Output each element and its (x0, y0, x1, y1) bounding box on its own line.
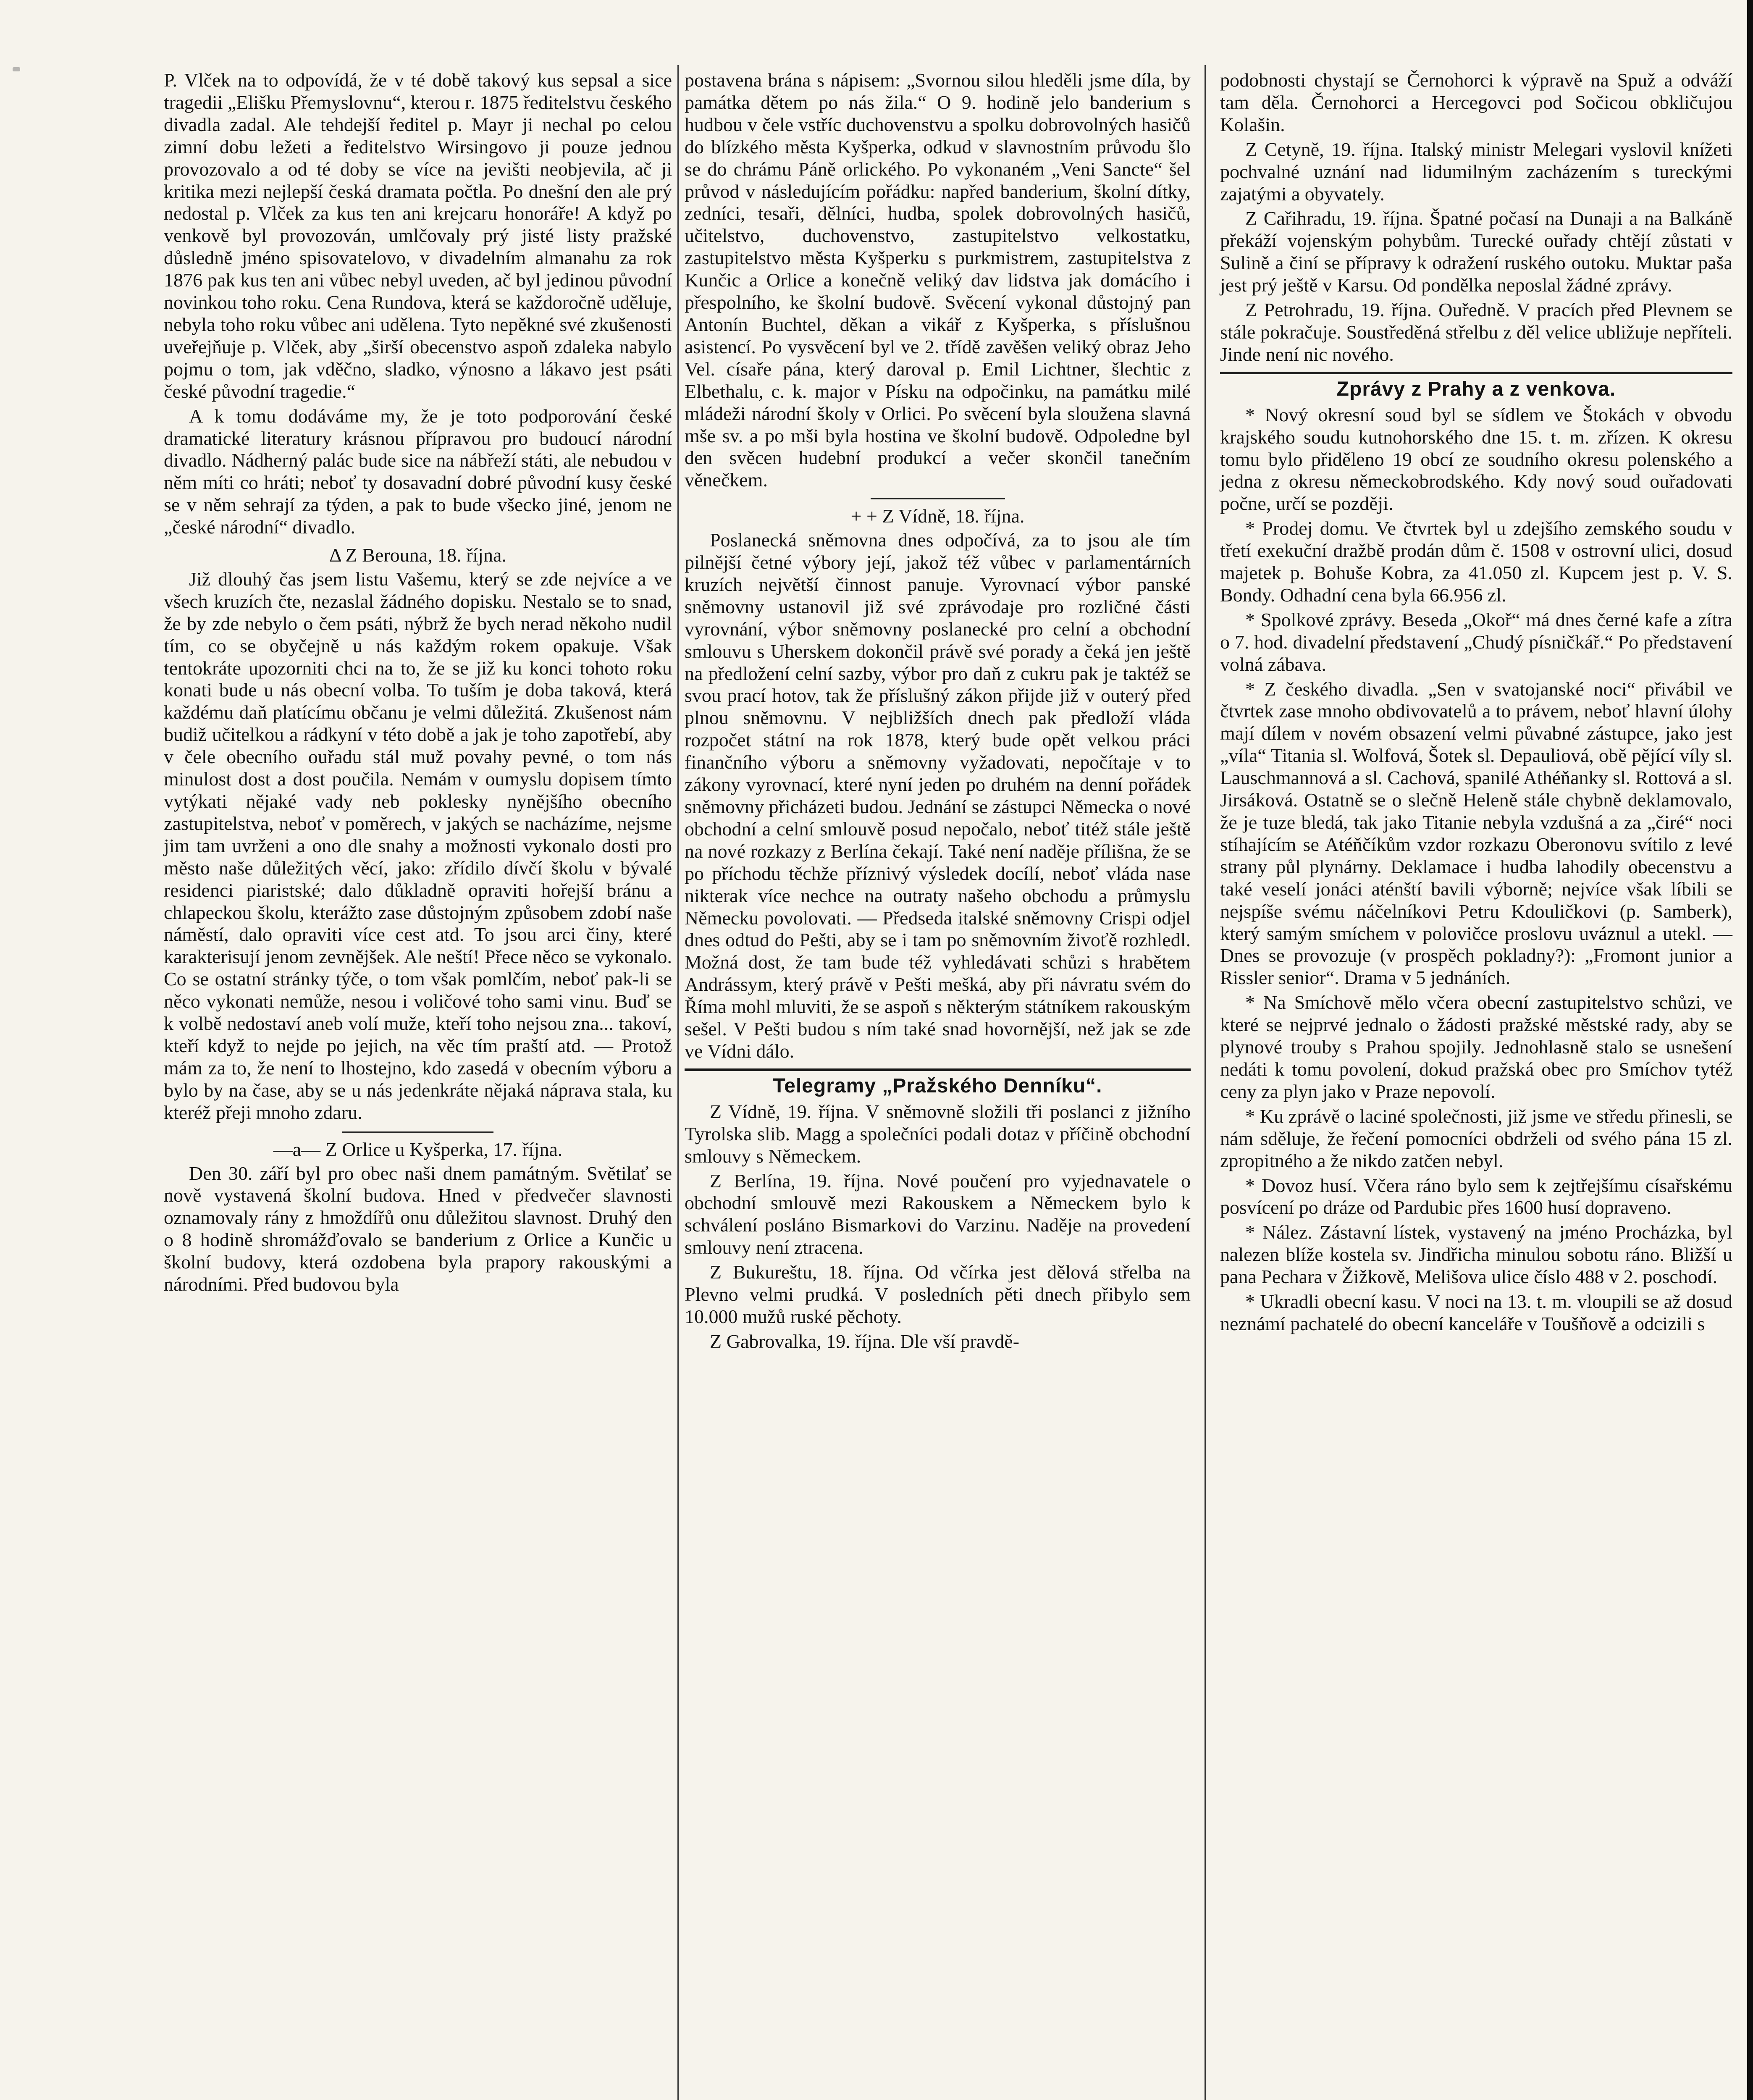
telegram-continued: podobnosti chystají se Černohorci k výpravě na Spuž a odváží tam děla. Černohorci a Hercegovci pod Sočicou obkličujou Kolašin. (1220, 69, 1732, 135)
telegram-vienna: Z Vídně, 19. října. V sněmovně složili tři poslanci z jižního Tyrolska slib. Magg a společníci podali dotaz v příčině obchodní smlouvy s Německem. (685, 1100, 1191, 1167)
article-vienna-text: Poslanecká sněmovna dnes odpočívá, za to jsou ale tím pilnější četné výbory její, jakož též vůbec v parlamentárních kruzích největší činnost panuje. Vyrovnací výbor panské sněmovny ustanovil již své zprávodaje pro rozličné části vyrovnání, výbor sněmovny poslanecké pro celní a obchodní smlouvu s Uherskem dokončil právě své porady a čeká jen ještě na předložení celní sazby, výbor pro daň z cukru pak je taktéž se svou prací hotov, tak že příslušný zákon přijde již v outerý před plnou sněmovnu. V nejbližších dnech pak předloží vláda rozpočet státní na rok 1878, který bude opět velkou práci finančního výboru a sněmovny vyžadovati, nepočítaje v to zákony vyrovnací, které nyní jeden po druhém na denní pořádek sněmovny přicházeti budou. Jednání se zástupci Německa o nové obchodní a celní smlouvě posud nepočalo, neboť titéž stále ještě na nové rozkazy z Berlína čekají. Také není naděje přílišna, že se po příchodu těchže příznivý výsledek docílí, neboť vláda nase nikterak více nechce na outraty našeho obchodu a průmyslu Německu povolovati. — Předseda italské sněmovny Crispi odjel dnes odtud do Pešti, aby se i tam po sněmovním živoťě rozhledl. Možná dost, že tam bude též vyhledávati schůzi s hrabětem Andrássym, který právě v Pešti mešká, aby při návratu svém do Říma mohl mluviti, že se aspoň s některým státníkem rakouským sešel. V Pešti budou s ním také snad hovornější, než jak se zde ve Vídni dálo. (685, 529, 1191, 1062)
telegram-berlin: Z Berlína, 19. října. Nové poučení pro vyjednavatele o obchodní smlouvě mezi Rakouskem a Německem bylo k schválení posláno Bismarkovi do Varzinu. Naděje na provedení smlouvy není ztracena. (685, 1170, 1191, 1258)
article-comment-text: A k tomu dodáváme my, že je toto podporování české dramatické literatury krásnou přípravou pro budoucí národní divadlo. Nádherný palác bude sice na nábřeží státi, ale nebudou v něm míti co hráti; neboť ty dosavadní dobré původní kusy české se v něm sehrají za týden, a pak to bude všecko jiné, jenom ne „české národní“ divadlo. (164, 405, 672, 538)
section-rule (685, 1068, 1191, 1071)
news-item: * Ukradli obecní kasu. V noci na 13. t. m. vloupili se až dosud neznámí pachatelé do obecní kanceláře v Toušňově a odcizili s (1220, 1291, 1732, 1334)
telegram-constantinople: Z Cařihradu, 19. října. Špatné počasí na Dunaji a na Balkáně překáží vojenským pohybům. Turecké ouřady chtějí zůstati v Sulině a činí se přípravy k odražení ruského outoku. Muktar paša jest prý ještě v Karsu. Od pondělka neposlal žádné zprávy. (1220, 207, 1732, 296)
news-item: * Nový okresní soud byl se sídlem ve Štokách v obvodu krajského soudu kutnohorského dne 15. t. m. zřízen. K okresu tomu bylo přiděleno 19 obcí ze soudního okresu polenského a jedna z okresu německobrodského. Kdy nový soud ouřadovati počne, určí se později. (1220, 404, 1732, 514)
article-orlice-continued: postavena brána s nápisem: „Svornou silou hleděli jsme díla, by památka dětem po nás žila.“ O 9. hodině jelo banderium s hudbou v čele vstříc duchovenstvu a spolku dobrovolných hasičů do blízkého města Kyšperka, odkud v slavnostním průvodu šlo se do chrámu Páně orlického. Po vykonaném „Veni Sancte“ šel průvod v následujícím pořádku: napřed banderium, školní dítky, zedníci, tesaři, dělníci, hudba, spolek dobrovolných hasičů, učitelstvo, duchovenstvo, zastupitelstvo velkostatku, zastupitelstvo města Kyšperku s purkmistrem, zastupitelstva z Kunčic a Orlice a konečně veliký dav lidstva jak domácího i přespolního, ke školní budově. Svěcení vykonal důstojný pan Antonín Buchtel, děkan a vikář z Kyšperka, s příslušnou asistencí. Po vysvěcení byl ve 2. třídě zavěšen veliký obraz Jeho Vel. císaře pána, který daroval p. Emil Lichtner, šlechtic z Elbethalu, c. k. major v Písku na odpočinku, na památku milé mládeži národní školy v Orlici. Po svěcení byla sloužena slavná mše sv. a po mši byla hostina ve školní budově. Odpoledne byl den svěcen hudební produkcí a večer skončil tanečním věnečkem. (685, 69, 1191, 491)
telegram-petersburg: Z Petrohradu, 19. října. Ouředně. V pracích před Plevnem se stále pokračuje. Soustředěná střelbu z děl velice ubližuje nepříteli. Jinde není nic nového. (1220, 299, 1732, 365)
column-divider (1205, 65, 1206, 2100)
dateline-vienna: + + Z Vídně, 18. října. (850, 505, 1025, 527)
telegram-gabrovalka: Z Gabrovalka, 19. října. Dle vší pravdě- (710, 1330, 1020, 1352)
separator (871, 498, 1005, 499)
section-heading-local-news: Zprávy z Prahy a z venkova. (1336, 378, 1616, 400)
news-item: * Prodej domu. Ve čtvrtek byl u zdejšího zemského soudu v třetí exekuční dražbě prodán dům č. 1508 v ostrovní ulici, dosud majetek p. Bohuše Kobra, za 41.050 zl. Kupcem jest p. V. S. Bondy. Odhadní cena byla 66.956 zl. (1220, 517, 1732, 606)
article-orlice-text: Den 30. září byl pro obec naši dnem památným. Světilať se nově vystavená školní budova. Hned v předvečer slavnosti oznamovaly rány z hmoždířů onu důležitou slavnost. Druhý den o 8 hodině shromážďovalo se banderium z Orlice a Kunčic u školní budovy, která ozdobena byla prapory rakouskými a národními. Před budovou byla (164, 1162, 672, 1295)
section-rule (1220, 372, 1732, 374)
news-item: * Ku zprávě o laciné společnosti, již jsme ve středu přinesli, se nám sděluje, že řečení pomocníci obdrželi od svého pána 15 zl. zpropitného a že nikdo zatčen nebyl. (1220, 1105, 1732, 1171)
telegram-cetinje: Z Cetyně, 19. října. Italský ministr Melegari vyslovil knížeti pochvalné uznání nad lidumilným zacházením s tureckými zajatými a obyvately. (1220, 138, 1732, 205)
column-3 (1220, 69, 1732, 1338)
article-beroun-text: Již dlouhý čas jsem listu Vašemu, který se zde nejvíce a ve všech kruzích čte, nezaslal žádného dopisku. Nestalo se to snad, že by zde nebylo o čem psáti, nýbrž že bych nerad někoho nudil tím, co se obyčejně u nás každým rokem opakuje. Však tentokráte upozorniti chci na to, že se již ku konci tohoto roku konati bude u nás obecní volba. To tuším je doba taková, která každému daň platícímu občanu je velmi důležitá. Zkušenost nám budiž učitelkou a rádkyní v této době a jak je toho zapotřebí, aby v čele obecního ouřadu stál muž povahy pevné, o tom nás minulost dost a dost poučila. Nemám v oumyslu dopisem tímto vytýkati nějaké vady neb poklesky nynějšího obecního zastupitelstva, neboť v poměrech, v jakých se nacházíme, nejsme jim tam uvrženi a ono dle snahy a možnosti vykonalo dosti pro město naše důležitých věcí, jako: zřídilo dívčí školu v bývalé residenci piaristské; dalo důkladně opraviti hořejší bránu a chlapeckou školu, kterážto zase důstojným způsobem zdobí naše náměstí, dalo opraviti více cest atd. To jsou arci činy, které karakterisují jenom zevnějšek. Ale neští! Přece něco se vykonalo. Co se ostatní stránky týče, o tom však pomlčím, neboť pak-li se něco vykonati nemůže, nesou i voličové toho sami vinu. Buď se k volbě nedostaví aneb volí muže, kteří toho nejsou zna... takoví, kteří když to nejde po jejich, na věc tím praští atd. — Protož mám za to, že není to lhostejno, kdo zasedá v obecním výboru a bylo by na čase, aby se u nás jedenkráte nějaká náprava stala, ku kteréž přeji mnoho zdaru. (164, 568, 672, 1123)
news-item: * Z českého divadla. „Sen v svatojanské noci“ přivábil ve čtvrtek zase mnoho obdivovatelů a to právem, neboť hlavní úlohy mají dílem v novém obsazení velmi půvabné zástupce, jako jest „víla“ Titania sl. Wolfová, Šotek sl. Depauliová, obě pějící víly sl. Lauschmannová a sl. Cachová, spanilé Athéňanky sl. Rottová a sl. Jirsáková. Ostatně se o slečně Heleně stále chybně deklamovalo, že je tuze bledá, tak jako Titanie nebyla vzdušná a za „čiré“ noci stíhajícím se Atéňčíkům vzdor rozkazu Oberonovu svítilo z levé strany půl plynárny. Deklamace i hudba lahodily obecenstvu a také veselí jonáci aténští bavili výborně; nejvíce však líbili se nejspíše svému náčelníkovi Petru Kdouličkovi (p. Samberk), který samým smíchem v polovičce proslovu uváznul a utekl. — Dnes se provozuje (v prospěch pokladny?): „Fromont junior a Rissler senior“. Drama v 5 jednáních. (1220, 678, 1733, 989)
article-vlcek-text: P. Vlček na to odpovídá, že v té době takový kus sepsal a sice tragedii „Elišku Přemyslovnu“, kterou r. 1875 ředitelstvu českého divadla zadal. Ale tehdejší ředitel p. Mayr ji nechal po celou zimní dobu ležeti a ředitelstvo Wirsingovo ji pouze jednou provozovalo a od té doby se více na jevišti neobjevila, ač ji kritika mezi nejlepší česká dramata počtla. Po dnešní den ale prý nedostal p. Vlček za kus ten ani krejcaru honoráře! A když po venkově byl provozován, umlčovaly prý jisté listy pražské důsledně jméno spisovatelovo, v divadelním almanahu za rok 1876 pak kus ten ani vůbec nebyl uveden, ač byl jedinou původní novinkou toho roku. Cena Rundova, která se každoročně uděluje, nebyla toho roku vůbec ani udělena. Tyto nepěkné své zkušenosti uveřejňuje p. Vlček, aby „širší obecenstvo aspoň zdaleka nabylo pojmu o tom, jak vděčno, sladko, výnosno a lákavo jest psáti české původní tragedie.“ (164, 69, 672, 402)
news-item: * Spolkové zprávy. Beseda „Okoř“ má dnes černé kafe a zítra o 7. hod. divadelní představení „Chudý písničkář.“ Po představení volná zábava. (1220, 609, 1732, 675)
scan-artifact (13, 67, 20, 71)
column-1 (164, 69, 672, 1298)
dateline-orlice: —a— Z Orlice u Kyšperka, 17. října. (273, 1138, 563, 1160)
news-item: * Dovoz husí. Včera ráno bylo sem k zejtřejšímu císařskému posvícení po dráze od Pardubic přes 1600 husí dopraveno. (1220, 1174, 1732, 1218)
news-item: * Nález. Zástavní lístek, vystavený na jméno Procházka, byl nalezen blíže kostela sv. Jindřicha minulou sobotu ráno. Bližší u pana Pechara v Žižkově, Melišova ulice číslo 488 v 2. poschodí. (1220, 1221, 1732, 1288)
column-divider (677, 65, 679, 2100)
section-heading-telegrams: Telegramy „Pražského Denníku“. (773, 1074, 1102, 1097)
dateline-beroun: Δ Z Berouna, 18. října. (329, 544, 506, 566)
news-item: * Na Smíchově mělo včera obecní zastupitelstvo schůzi, ve které se nejprvé jednalo o žádosti pražské městské rady, aby se plynové trouby s Prahou spojily. Jednohlasně stalo se usnešení nedáti k tomu povolení, dokud pražská obec pro Smíchov tytéž ceny za plyn jako v Praze nepovolí. (1220, 992, 1732, 1102)
separator (342, 1131, 493, 1133)
telegram-bucharest: Z Bukureštu, 18. října. Od včírka jest dělová střelba na Plevno velmi prudká. V posledních pěti dnech přibylo sem 10.000 mužů ruské pěchoty. (685, 1261, 1191, 1327)
column-2 (685, 69, 1191, 1355)
